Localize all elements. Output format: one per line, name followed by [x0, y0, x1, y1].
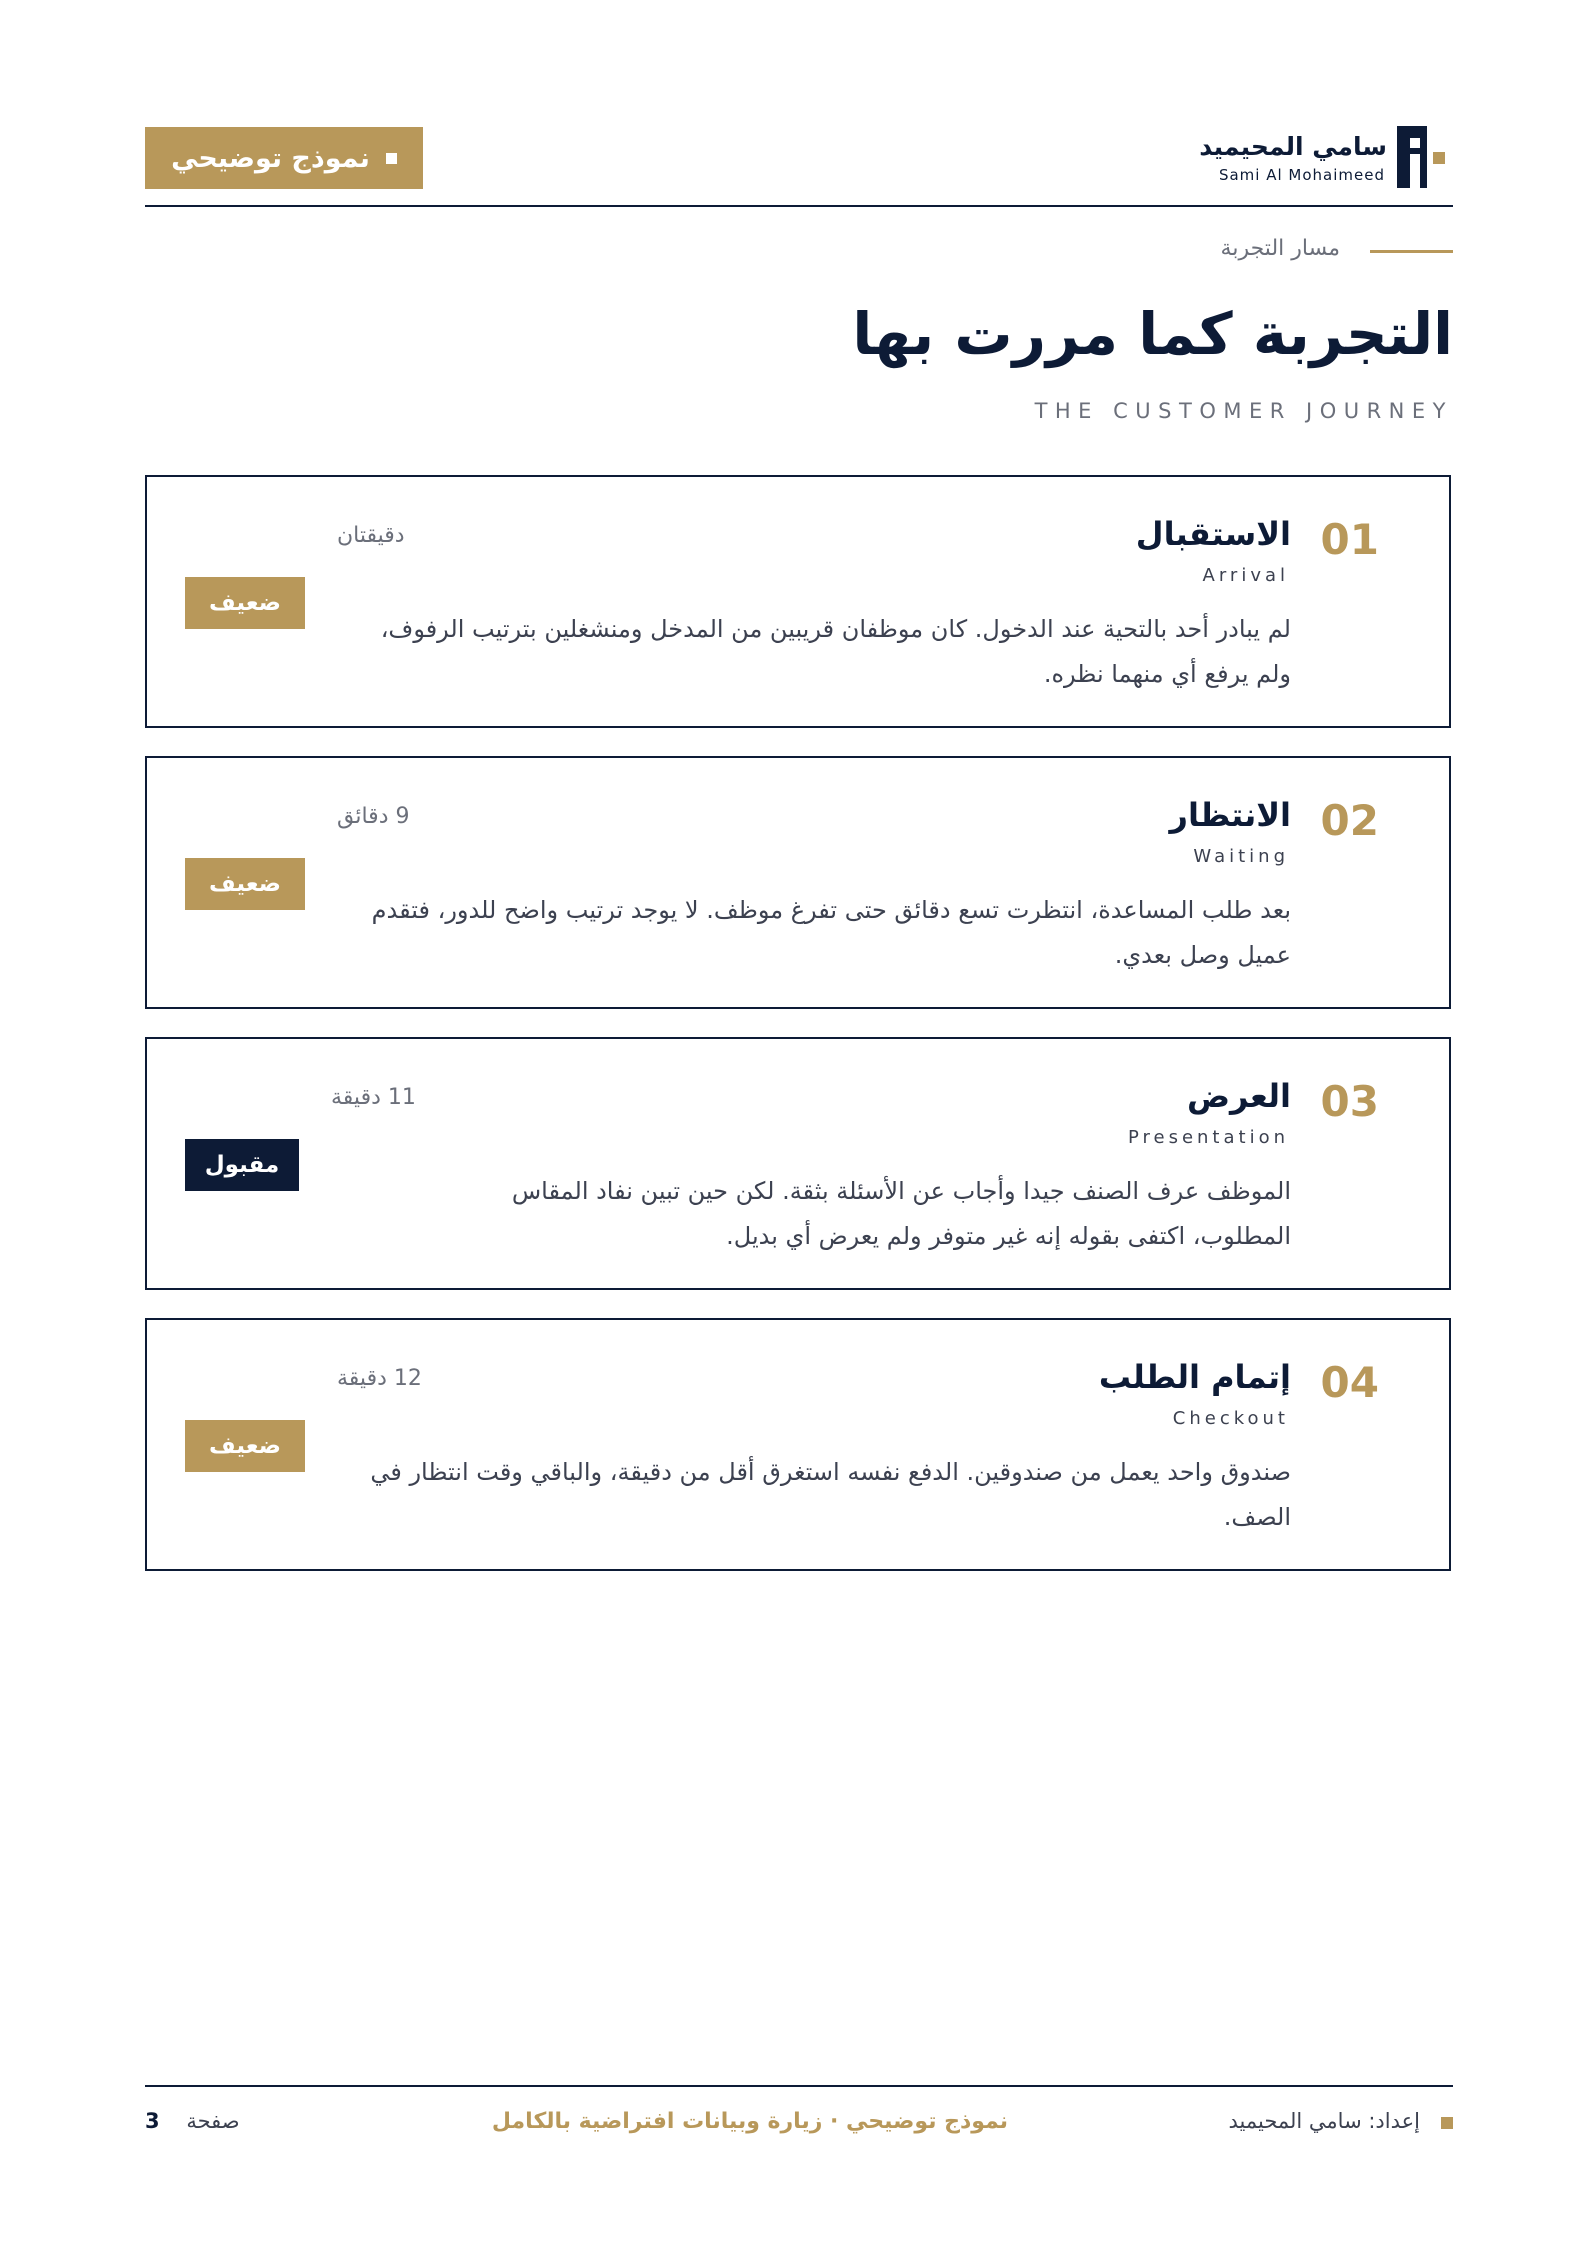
brand-name-english: Sami Al Mohaimeed [1218, 166, 1385, 184]
rating-badge: مقبول [185, 1139, 299, 1191]
page-number: 3 [145, 2109, 160, 2133]
sample-badge-label: نموذج توضيحي [171, 142, 370, 174]
stage-subtitle: Presentation [1127, 1127, 1289, 1148]
stage-subtitle: Checkout [1172, 1408, 1289, 1429]
stage-description: صندوق واحد يعمل من صندوقين. الدفع نفسه استغرق أقل من دقيقة، والباقي وقت انتظار في الصف. [370, 1458, 1291, 1531]
square-bullet-icon [1441, 2117, 1453, 2129]
stage-title: الانتظار [1169, 796, 1291, 834]
stage-duration: 9 دقائق [337, 804, 410, 829]
stage-description: بعد طلب المساعدة، انتظرت تسع دقائق حتى تفرغ موظف. لا يوجد ترتيب واضح للدور، فتقدم عميل وصل بعدي. [371, 896, 1291, 969]
stage-title: إتمام الطلب [1098, 1358, 1291, 1396]
rating-badge: ضعيف [185, 577, 305, 629]
header-divider [145, 205, 1453, 207]
footer-disclaimer: نموذج توضيحي · زيارة وبيانات افتراضية بالكامل [491, 2109, 1009, 2134]
footer-author: إعداد: سامي المحيميد [1228, 2109, 1420, 2133]
stage-number: 01 [1320, 515, 1379, 564]
stage-number: 04 [1320, 1358, 1379, 1407]
page-subtitle: THE CUSTOMER JOURNEY [1034, 399, 1453, 423]
brand-monogram-icon [1397, 126, 1445, 188]
stage-card-waiting [145, 756, 1451, 1009]
stage-title: العرض [1187, 1077, 1291, 1115]
stage-card-checkout [145, 1318, 1451, 1571]
sample-badge [145, 127, 423, 189]
footer-divider [145, 2085, 1453, 2087]
stage-title: الاستقبال [1135, 515, 1291, 553]
page-title: التجربة كما مررت بها [852, 300, 1453, 368]
stage-number: 02 [1320, 796, 1379, 845]
stage-duration: دقيقتان [337, 523, 405, 548]
stage-duration: 11 دقيقة [331, 1085, 416, 1110]
stage-card-presentation [145, 1037, 1451, 1290]
eyebrow-accent-line [1370, 250, 1453, 253]
stage-card-arrival [145, 475, 1451, 728]
stage-subtitle: Waiting [1193, 846, 1289, 867]
section-eyebrow: مسار التجربة [1220, 236, 1340, 261]
page-label: صفحة [186, 2109, 240, 2133]
brand-name-arabic: سامي المحيميد [1199, 132, 1387, 161]
square-bullet-icon [386, 153, 397, 164]
rating-badge: ضعيف [185, 858, 305, 910]
stage-description: لم يبادر أحد بالتحية عند الدخول. كان موظفان قريبين من المدخل ومنشغلين بترتيب الرفوف، ولم يرفع أي منهما نظره. [380, 615, 1291, 688]
stage-number: 03 [1320, 1077, 1379, 1126]
rating-badge: ضعيف [185, 1420, 305, 1472]
stage-duration: 12 دقيقة [337, 1366, 422, 1391]
stage-subtitle: Arrival [1202, 565, 1289, 586]
stage-description: الموظف عرف الصنف جيدا وأجاب عن الأسئلة بثقة. لكن حين تبين نفاد المقاس المطلوب، اكتفى بقوله إنه غير متوفر ولم يعرض أي بديل. [511, 1177, 1291, 1250]
page-indicator [145, 2109, 345, 2133]
